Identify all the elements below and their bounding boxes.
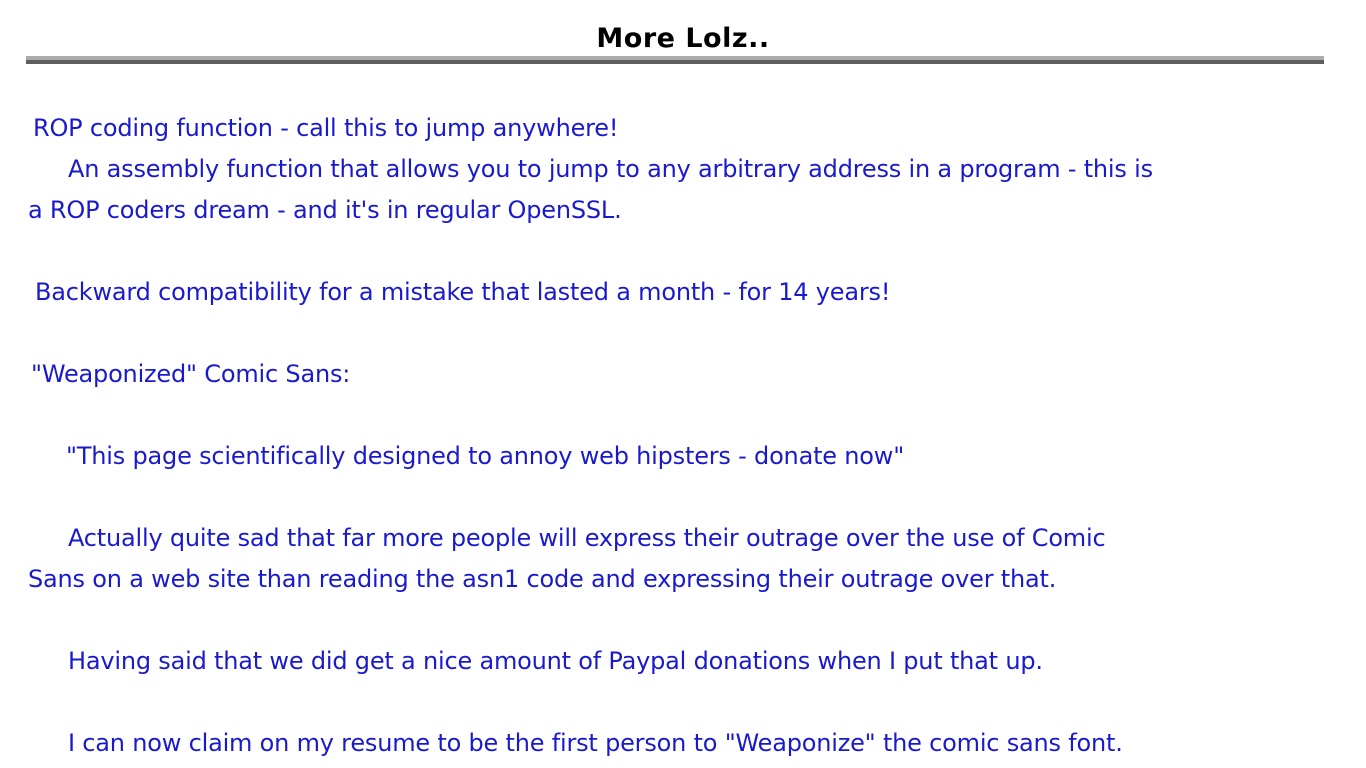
text-line: ROP coding function - call this to jump anywhere! <box>33 114 619 142</box>
slide-body-text <box>0 108 1366 764</box>
text-line: An assembly function that allows you to jump to any arbitrary address in a program - this is <box>68 155 1153 183</box>
blank-line <box>0 477 1366 518</box>
slide-title: More Lolz.. <box>596 23 770 54</box>
text-line: Actually quite sad that far more people will express their outrage over the use of Comic <box>68 524 1106 552</box>
text-line: "Weaponized" Comic Sans: <box>31 360 351 388</box>
blank-line <box>0 682 1366 723</box>
title-underline-rule <box>26 56 1324 64</box>
blank-line <box>0 231 1366 272</box>
blank-line <box>0 600 1366 641</box>
text-line: Sans on a web site than reading the asn1 code and expressing their outrage over that. <box>28 565 1057 593</box>
text-line: a ROP coders dream - and it's in regular OpenSSL. <box>28 196 622 224</box>
text-line: "This page scientifically designed to annoy web hipsters - donate now" <box>66 442 905 470</box>
text-line: Having said that we did get a nice amount of Paypal donations when I put that up. <box>68 647 1043 675</box>
text-line: Backward compatibility for a mistake that lasted a month - for 14 years! <box>35 278 891 306</box>
blank-line <box>0 313 1366 354</box>
text-line: I can now claim on my resume to be the first person to "Weaponize" the comic sans font. <box>68 729 1123 757</box>
blank-line <box>0 395 1366 436</box>
